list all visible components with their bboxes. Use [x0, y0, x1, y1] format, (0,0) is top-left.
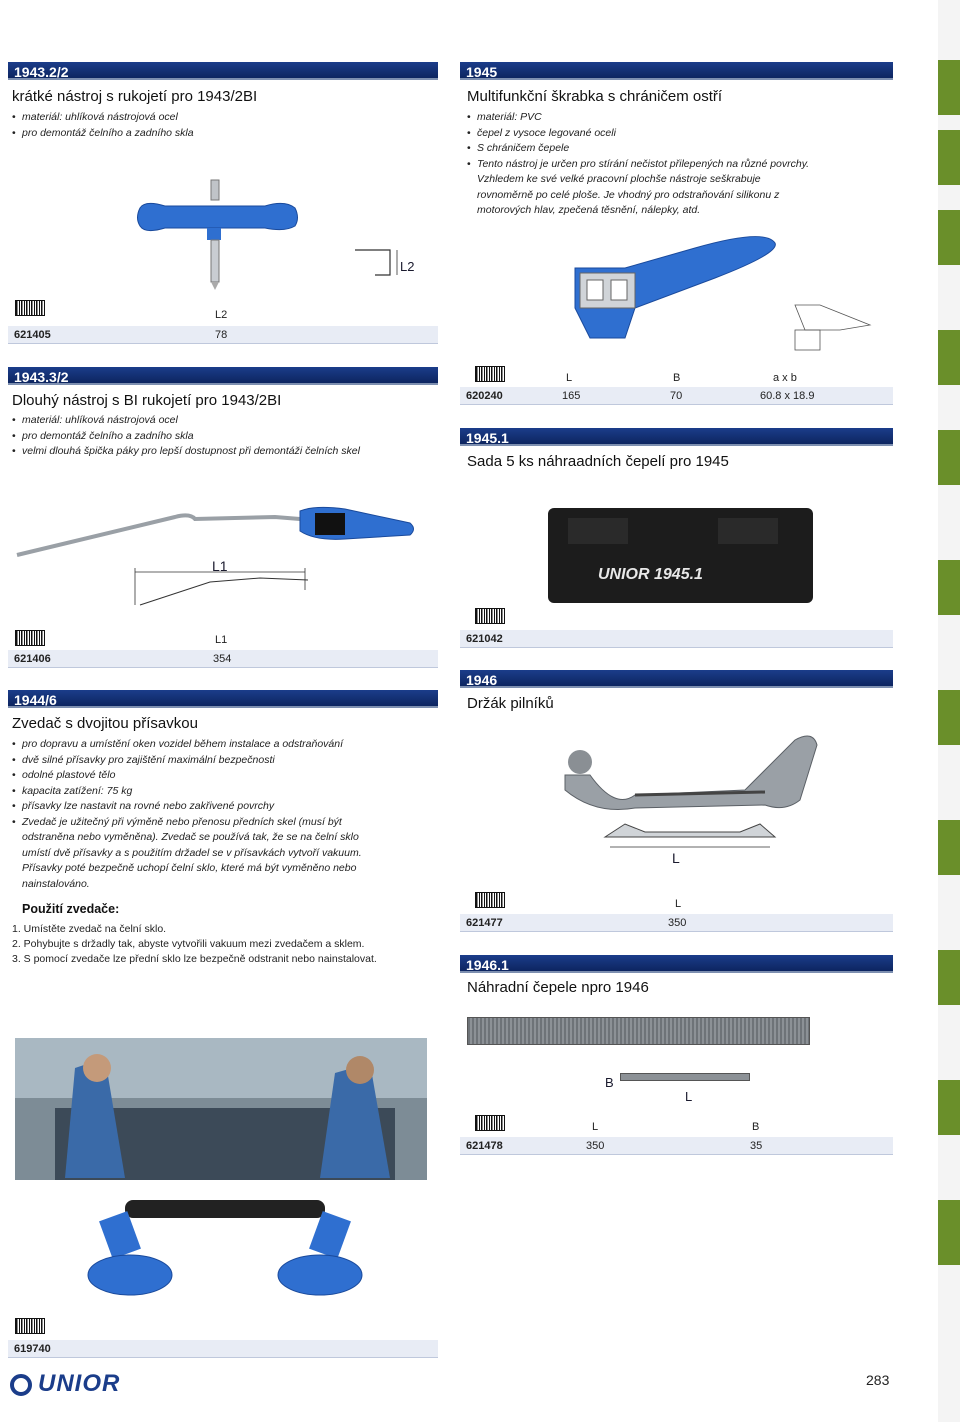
barcode-icon [475, 892, 505, 908]
side-tab [938, 330, 960, 385]
dimension-label-l: L [685, 1089, 693, 1104]
feature-item: • dvě silné přísavky pro zajištění maximální bezpečnosti [12, 753, 367, 769]
table-row [460, 387, 893, 405]
article-code: 619740 [14, 1343, 51, 1355]
column-header-b: B [752, 1121, 760, 1133]
section-header-1945-1: 1945.1 [460, 428, 893, 446]
section-header-1946: 1946 [460, 670, 893, 688]
brand-logo-icon [10, 1374, 32, 1396]
blade-image [467, 1017, 810, 1045]
side-tab [938, 430, 960, 485]
table-row [460, 630, 893, 648]
section-header-1945: 1945 [460, 62, 893, 80]
feature-item: • velmi dlouhá špička páky pro lepší dostupnost při demontáži čelních skel [12, 444, 432, 460]
table-row [8, 326, 438, 344]
section-title-1946-1: Náhradní čepele npro 1946 [467, 979, 649, 996]
side-tab [938, 820, 960, 875]
column-header-axb: a x b [773, 372, 797, 384]
blade-side-view [620, 1073, 750, 1081]
box-recess [568, 518, 628, 544]
box-recess [718, 518, 778, 544]
column-header-l: L [592, 1121, 599, 1133]
usage-step: 1. Umístěte zvedač na čelní sklo. [12, 923, 167, 935]
scraper-image [565, 228, 785, 348]
feature-list-1944-6 [12, 737, 367, 892]
feature-item: • přísavky lze nastavit na rovné nebo zakřivené povrchy [12, 799, 367, 815]
brand-name: UNIOR [38, 1370, 121, 1397]
table-row [8, 650, 438, 668]
barcode-icon [15, 1318, 45, 1334]
usage-step: 3. S pomocí zvedače lze přední sklo lze bezpečně odstranit nebo nainstalovat. [12, 953, 377, 965]
column-header-l1: L1 [215, 634, 228, 646]
feature-item: • materiál: uhlíková nástrojová ocel [12, 110, 432, 126]
table-row [8, 1340, 438, 1358]
file-holder-image [555, 720, 825, 815]
feature-item: • čepel z vysoce legované oceli [467, 126, 817, 142]
side-tab [938, 950, 960, 1005]
article-code: 621042 [466, 633, 503, 645]
brand-logo [10, 1370, 120, 1398]
side-tab [938, 560, 960, 615]
section-title-1943-2: krátké nástroj s rukojetí pro 1943/2BI [12, 88, 258, 105]
section-header-1943-2: 1943.2/2 [8, 62, 438, 80]
article-code: 621406 [14, 653, 51, 665]
section-title-1945-1: Sada 5 ks náhraadních čepelí pro 1945 [467, 453, 729, 470]
table-cell-b: 35 [750, 1140, 763, 1152]
side-tab [938, 1080, 960, 1135]
feature-item: • pro demontáž čelního a zadního skla [12, 429, 432, 445]
table-row [460, 914, 893, 932]
feature-item: • Zvedač je užitečný při výměně nebo přenosu předních skel (musí být odstraněna nebo vyměněna). Zvedač se používá tak, že se na čelní sklo umístí dvě přísavky a s použitím držadel se v přísavkách vytvoří vakuum. Přísavky poté bezpečně uchopí čelní sklo, které má být vyměněno nebo nainstalováno. [12, 815, 367, 893]
page-number: 283 [866, 1372, 890, 1388]
dimension-label-b: B [605, 1075, 614, 1090]
side-tab [938, 130, 960, 185]
feature-item: • S chráničem čepele [467, 141, 817, 157]
section-title-1944-6: Zvedač s dvojitou přísavkou [12, 715, 198, 732]
t-handle-tool-image [135, 178, 305, 293]
section-header-1944-6: 1944/6 [8, 690, 438, 708]
dimension-label-l2: L2 [400, 259, 415, 274]
side-tab [938, 60, 960, 115]
article-code: 621478 [466, 1140, 503, 1152]
section-title-1946: Držák pilníků [467, 695, 554, 712]
side-tab [938, 210, 960, 265]
table-row [460, 1137, 893, 1155]
suction-lifter-image [85, 1195, 365, 1300]
article-code: 621477 [466, 917, 503, 929]
barcode-icon [475, 366, 505, 382]
table-cell-b: 70 [670, 390, 683, 402]
file-holder-side-view [600, 812, 780, 857]
table-cell-l1: 354 [213, 653, 232, 665]
side-tab [938, 690, 960, 745]
usage-title: Použití zvedače: [22, 902, 120, 916]
box-label: UNIOR 1945.1 [598, 566, 703, 583]
feature-item: • kapacita zatížení: 75 kg [12, 784, 367, 800]
barcode-icon [475, 608, 505, 624]
section-header-1946-1: 1946.1 [460, 955, 893, 973]
section-title-1943-3: Dlouhý nástroj s BI rukojetí pro 1943/2BI [12, 392, 282, 409]
section-title-1945: Multifunkční škrabka s chráničem ostří [467, 88, 723, 105]
feature-item: • odolné plastové tělo [12, 768, 367, 784]
feature-item: • pro dopravu a umístění oken vozidel během instalace a odstraňování [12, 737, 367, 753]
table-cell-l: 165 [562, 390, 581, 402]
workers-photo [15, 1038, 427, 1180]
table-cell-l: 350 [586, 1140, 605, 1152]
feature-list-1943-3 [12, 413, 432, 460]
feature-list-1945 [467, 110, 817, 219]
column-header-l2: L2 [215, 309, 228, 321]
barcode-icon [15, 300, 45, 316]
dimension-label-l: L [672, 850, 680, 866]
column-header-l: L [566, 372, 573, 384]
barcode-icon [15, 630, 45, 646]
feature-item: • materiál: uhlíková nástrojová ocel [12, 413, 432, 429]
scraper-dimension-diagram [780, 300, 875, 355]
table-cell-axb: 60.8 x 18.9 [760, 390, 815, 402]
barcode-icon [475, 1115, 505, 1131]
article-code: 620240 [466, 390, 503, 402]
feature-item: • pro demontáž čelního a zadního skla [12, 126, 432, 142]
dimension-label-l1: L1 [212, 558, 228, 574]
usage-step: 2. Pohybujte s držadly tak, abyste vytvořili vakuum mezi zvedačem a sklem. [12, 938, 365, 950]
table-cell-l: 350 [668, 917, 687, 929]
table-cell-l2: 78 [215, 329, 228, 341]
side-tab [938, 1200, 960, 1265]
section-header-1943-3: 1943.3/2 [8, 367, 438, 385]
column-header-l: L [675, 898, 682, 910]
usage-steps [12, 922, 442, 967]
article-code: 621405 [14, 329, 51, 341]
feature-item: • materiál: PVC [467, 110, 817, 126]
column-header-b: B [673, 372, 681, 384]
feature-item: • Tento nástroj je určen pro stírání nečistot přilepených na různé povrchy. Vzhledem ke své velké pracovní plochše nástroje seškrabuje rovnoměrně po celé ploše. Je vhodný pro odstraňování silikonu z motorových hlav, zpečená těsnění, nálepky, atd. [467, 157, 817, 219]
blade-box-image [548, 508, 813, 603]
feature-list-1943-2 [12, 110, 432, 141]
